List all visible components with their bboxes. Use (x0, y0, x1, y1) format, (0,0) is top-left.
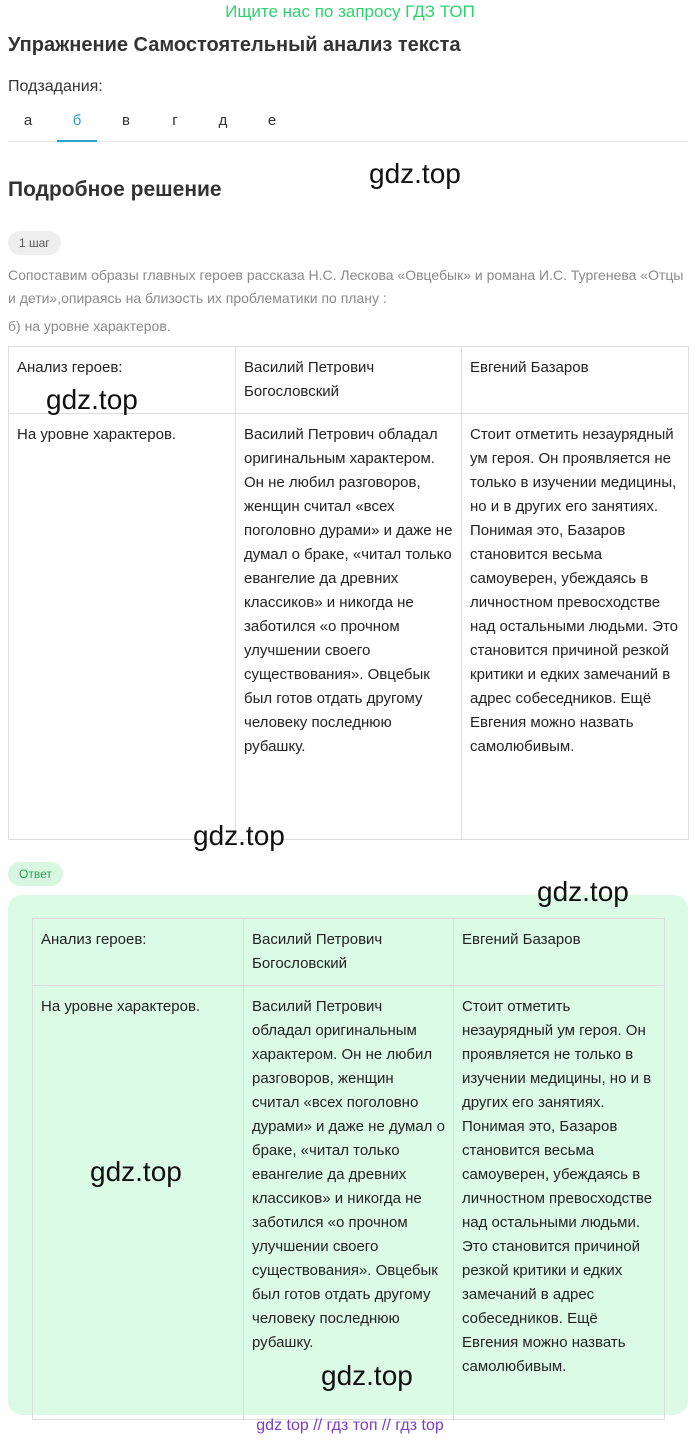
tab-e[interactable]: е (267, 112, 277, 129)
page-title: Упражнение Самостоятельный анализ текста (8, 34, 461, 56)
tab-v[interactable]: в (122, 112, 130, 129)
watermark: gdz.top (46, 384, 138, 415)
table-cell: Стоит отметить незаурядный ум героя. Он проявляется не только в изучении медицины, но и в других его занятиях. Понимая это, Базаров становится весьма самоуверен, убеждаясь в личностном превосходстве над остальными людьми. Это становится причиной резкой критики и едких замечаний в адрес собеседников. Ещё Евгения можно назвать самолюбивым. (462, 414, 689, 840)
table-header-cell: Анализ героев: (9, 347, 236, 414)
search-banner: Ищите нас по запросу ГДЗ ТОП (225, 2, 475, 21)
table-row (9, 414, 689, 840)
table-header-cell: Анализ героев: (33, 919, 244, 986)
subtasks-label: Подзадания: (8, 78, 103, 95)
answer-badge: Ответ (8, 862, 63, 886)
watermark: gdz.top (369, 158, 461, 189)
table-header-cell: Евгений Базаров (462, 347, 689, 414)
footer-links[interactable]: gdz top // гдз топ // гдз top (256, 1417, 444, 1434)
watermark: gdz.top (321, 1360, 413, 1391)
table-cell: На уровне характеров. (9, 414, 236, 840)
table-header-cell: Василий Петрович Богословский (236, 347, 462, 414)
subtask-tabs (8, 104, 688, 142)
watermark: gdz.top (537, 876, 629, 907)
table-cell: Василий Петрович обладал оригинальным характером. Он не любил разговоров, женщин считал «всех поголовно дурами» и даже не думал о браке, «читал только евангелие да древних классиков» и никогда не заботился «о прочном улучшении своего существования». Овцебык был готов отдать другому человеку последнюю рубашку. (236, 414, 462, 840)
table-header-cell: Евгений Базаров (454, 919, 665, 986)
solution-intro: Сопоставим образы главных героев рассказа Н.С. Лескова «Овцебык» и романа И.С. Тургенева «Отцы и дети»,опираясь на близость их проблематики по плану : (8, 267, 684, 306)
solution-title: Подробное решение (8, 178, 222, 201)
solution-table (8, 346, 689, 840)
tab-b[interactable]: б (57, 104, 97, 142)
table-row (33, 986, 665, 1420)
tab-d[interactable]: д (218, 112, 228, 129)
step-badge: 1 шаг (8, 231, 61, 255)
tab-a[interactable]: а (23, 112, 33, 129)
watermark: gdz.top (90, 1156, 182, 1187)
solution-subtitle: б) на уровне характеров. (8, 318, 171, 334)
table-cell: На уровне характеров. (33, 986, 244, 1420)
table-cell: Василий Петрович обладал оригинальным характером. Он не любил разговоров, женщин считал «всех поголовно дурами» и даже не думал о браке, «читал только евангелие да древних классиков» и никогда не заботился «о прочном улучшении своего существования». Овцебык был готов отдать другому человеку последнюю рубашку. (244, 986, 454, 1420)
table-header-cell: Василий Петрович Богословский (244, 919, 454, 986)
table-cell: Стоит отметить незаурядный ум героя. Он проявляется не только в изучении медицины, но и в других его занятиях. Понимая это, Базаров становится весьма самоуверен, убеждаясь в личностном превосходстве над остальными людьми. Это становится причиной резкой критики и едких замечаний в адрес собеседников. Ещё Евгения можно назвать самолюбивым. (454, 986, 665, 1420)
table-header-row (33, 919, 665, 986)
watermark: gdz.top (193, 820, 285, 851)
tab-g[interactable]: г (172, 112, 178, 129)
